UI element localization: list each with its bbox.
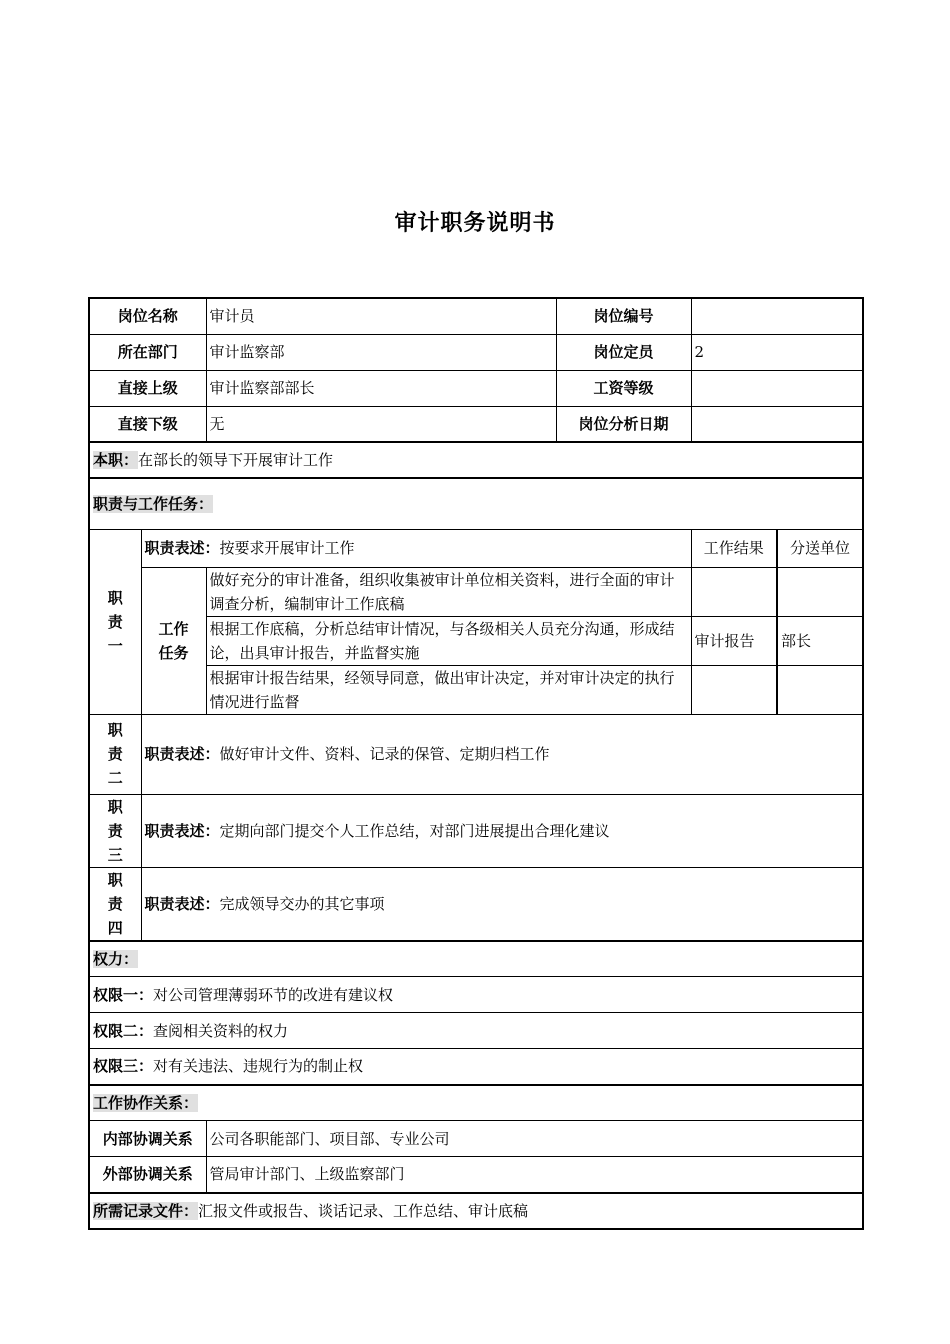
duty1-task-1: 做好充分的审计准备，组织收集被审计单位相关资料，进行全面的审计调查分析，编制审计工作底稿	[206, 567, 691, 616]
task2-result: 审计报告	[691, 616, 777, 665]
duty-summary	[89, 442, 863, 478]
duty3-side-label: 职 责 三	[89, 794, 141, 867]
row-authority-2	[89, 1013, 863, 1049]
row-superior	[89, 370, 863, 406]
row-duty3	[89, 794, 863, 867]
authority-item: 权限三：对有关违法、违规行为的制止权	[89, 1049, 863, 1085]
duty4-desc	[141, 867, 863, 941]
position-code-value	[691, 298, 863, 334]
authority-item: 权限二：查阅相关资料的权力	[89, 1013, 863, 1049]
task-label: 工作 任务	[141, 567, 206, 714]
grade-value	[691, 370, 863, 406]
task2-dest: 部长	[777, 616, 863, 665]
records-text: 汇报文件或报告、谈话记录、工作总结、审计底稿	[198, 1201, 529, 1220]
row-internal-relations	[89, 1121, 863, 1157]
result-header: 工作结果	[691, 529, 777, 567]
duty3-desc	[141, 794, 863, 867]
job-description-table	[88, 297, 864, 1230]
department-value: 审计监察部	[206, 334, 556, 370]
duty-summary-label: 本职：	[93, 451, 139, 469]
internal-relations-label: 内部协调关系	[89, 1121, 206, 1157]
duty1-task-3: 根据审计报告结果，经领导同意，做出审计决定，并对审计决定的执行情况进行监督	[206, 665, 691, 714]
superior-value: 审计监察部部长	[206, 370, 556, 406]
duty1-side-label: 职 责 一	[89, 529, 141, 714]
external-relations-label: 外部协调关系	[89, 1157, 206, 1193]
duty3-desc-label: 职责表述：	[144, 821, 220, 840]
row-authority-1	[89, 977, 863, 1013]
analysis-date-value	[691, 406, 863, 442]
task3-dest	[777, 665, 863, 714]
duties-header: 职责与工作任务：	[93, 494, 214, 513]
row-records	[89, 1193, 863, 1229]
relations-header: 工作协作关系：	[93, 1093, 199, 1112]
row-duty1-task3	[89, 665, 863, 714]
duty4-side-label: 职 责 四	[89, 867, 141, 941]
page-title: 审计职务说明书	[394, 211, 556, 236]
row-duty2	[89, 714, 863, 794]
duty1-desc-label: 职责表述：	[144, 539, 220, 557]
duty2-side-label: 职 责 二	[89, 714, 141, 794]
duty2-desc-text: 做好审计文件、资料、记录的保管、定期归档工作	[219, 745, 550, 763]
duty1-desc	[141, 529, 691, 567]
quota-value: 2	[691, 334, 863, 370]
department-label: 所在部门	[89, 334, 206, 370]
row-duty-summary	[89, 442, 863, 478]
authority-header: 权力：	[93, 949, 139, 968]
subordinate-label: 直接下级	[89, 406, 206, 442]
duty2-desc-label: 职责表述：	[144, 745, 220, 763]
records	[89, 1193, 863, 1229]
row-duty1-desc	[89, 529, 863, 567]
quota-label: 岗位定员	[556, 334, 691, 370]
row-position-name	[89, 298, 863, 334]
row-duty1-task2	[89, 616, 863, 665]
position-name-value: 审计员	[206, 298, 556, 334]
position-code-label: 岗位编号	[556, 298, 691, 334]
analysis-date-label: 岗位分析日期	[556, 406, 691, 442]
row-duty4	[89, 867, 863, 941]
duty3-desc-text: 定期向部门提交个人工作总结，对部门进展提出合理化建议	[219, 821, 610, 840]
duty4-desc-label: 职责表述：	[144, 894, 220, 913]
duty1-task-2: 根据工作底稿，分析总结审计情况，与各级相关人员充分沟通，形成结论，出具审计报告，并监督实施	[206, 616, 691, 665]
subordinate-value: 无	[206, 406, 556, 442]
internal-relations-text: 公司各职能部门、项目部、专业公司	[206, 1121, 863, 1157]
position-name-label: 岗位名称	[89, 298, 206, 334]
duty-summary-text: 在部长的领导下开展审计工作	[138, 451, 334, 469]
row-authority-3	[89, 1049, 863, 1085]
external-relations-text: 管局审计部门、上级监察部门	[206, 1157, 863, 1193]
dest-header: 分送单位	[777, 529, 863, 567]
authority-item: 权限一：对公司管理薄弱环节的改进有建议权	[89, 977, 863, 1013]
row-duties-header	[89, 478, 863, 529]
duty2-desc	[141, 714, 863, 794]
row-department	[89, 334, 863, 370]
row-duty1-task1	[89, 567, 863, 616]
row-external-relations	[89, 1157, 863, 1193]
task1-result	[691, 567, 777, 616]
row-authority-header	[89, 941, 863, 977]
row-subordinate	[89, 406, 863, 442]
duty1-desc-text: 按要求开展审计工作	[219, 539, 355, 557]
duty4-desc-text: 完成领导交办的其它事项	[219, 894, 385, 913]
row-relations-header	[89, 1085, 863, 1121]
superior-label: 直接上级	[89, 370, 206, 406]
records-label: 所需记录文件：	[93, 1201, 199, 1220]
task3-result	[691, 665, 777, 714]
task1-dest	[777, 567, 863, 616]
grade-label: 工资等级	[556, 370, 691, 406]
